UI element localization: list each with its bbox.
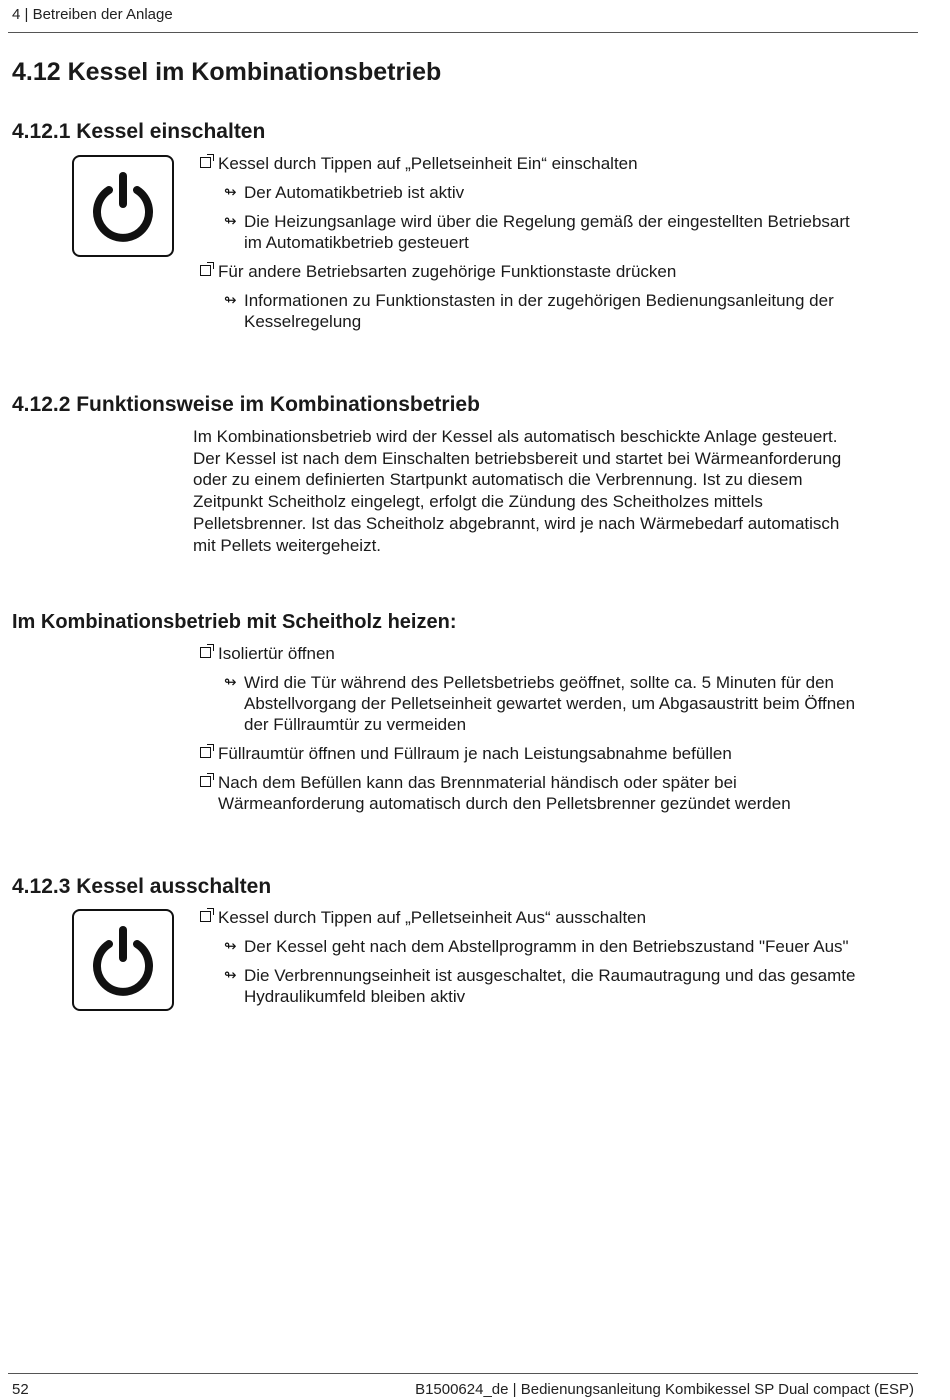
power-icon: [87, 170, 159, 242]
document-reference: B1500624_de | Bedienungsanleitung Kombikessel SP Dual compact (ESP): [415, 1381, 914, 1398]
step-text: Für andere Betriebsarten zugehörige Funktionstaste drücken: [218, 262, 677, 281]
checkbox-icon: [200, 647, 211, 658]
power-button-tile: [72, 909, 174, 1011]
result-item: [198, 182, 918, 203]
result-text: Der Automatikbetrieb ist aktiv: [244, 183, 465, 202]
scheitholz-heading: Im Kombinationsbetrieb mit Scheitholz heizen:: [12, 611, 457, 633]
result-item: [198, 672, 918, 735]
result-text: Abstellvorgang der Pelletseinheit gewartet werden, um Abgasaustritt beim Öffnen: [244, 694, 856, 713]
checkbox-icon: [200, 747, 211, 758]
result-text: Hydraulikumfeld bleiben aktiv: [244, 987, 466, 1006]
paragraph-line: oder zu einem definierten Startpunkt automatisch die Verbrennung. Ist zu diesem: [193, 470, 803, 490]
result-item: [198, 965, 918, 1007]
result-arrow-icon: ↬: [224, 967, 237, 984]
step-text: Kessel durch Tippen auf „Pelletseinheit Ein“ einschalten: [218, 154, 638, 173]
result-text: der Füllraumtür zu vermeiden: [244, 715, 467, 734]
subsection-title-ausschalten: 4.12.3 Kessel ausschalten: [12, 875, 272, 898]
paragraph-line: mit Pellets weitergeheizt.: [193, 535, 382, 555]
checkbox-icon: [200, 911, 211, 922]
result-item: [198, 936, 918, 957]
step-item: [198, 772, 918, 814]
checkbox-icon: [200, 776, 211, 787]
checkbox-icon: [200, 157, 211, 168]
funktionsweise-paragraph: [193, 426, 903, 556]
subsection-title-einschalten: 4.12.1 Kessel einschalten: [12, 120, 266, 143]
subsection-title-funktionsweise: 4.12.2 Funktionsweise im Kombinationsbetrieb: [12, 393, 480, 416]
footer-divider: [8, 1373, 918, 1374]
result-item: [198, 290, 918, 332]
step-text: Isoliertür öffnen: [218, 644, 335, 663]
section-title: 4.12 Kessel im Kombinationsbetrieb: [12, 58, 442, 86]
step-text: Wärmeanforderung automatisch durch den Pelletsbrenner gezündet werden: [218, 794, 791, 813]
paragraph-line: Der Kessel ist nach dem Einschalten betriebsbereit und startet bei Wärmeanforderung: [193, 448, 842, 468]
result-text: Die Verbrennungseinheit ist ausgeschaltet, die Raumautragung und das gesamte: [244, 966, 856, 985]
step-item: [198, 643, 918, 664]
result-arrow-icon: ↬: [224, 184, 237, 201]
einschalten-steps: [198, 153, 918, 340]
paragraph-line: Zeitpunkt Scheitholz eingelegt, erfolgt die Zündung des Scheitholzes mittels: [193, 492, 763, 512]
step-item: [198, 907, 918, 928]
result-text: Wird die Tür während des Pelletsbetriebs geöffnet, sollte ca. 5 Minuten für den: [244, 673, 834, 692]
result-text: Informationen zu Funktionstasten in der zugehörigen Bedienungsanleitung der: [244, 291, 834, 310]
power-button-tile: [72, 155, 174, 257]
result-arrow-icon: ↬: [224, 674, 237, 691]
paragraph-line: Im Kombinationsbetrieb wird der Kessel als automatisch beschickte Anlage gesteuert.: [193, 427, 838, 446]
page-number: 52: [12, 1381, 29, 1398]
result-arrow-icon: ↬: [224, 213, 237, 230]
result-text: im Automatikbetrieb gesteuert: [244, 233, 469, 252]
ausschalten-steps: [198, 907, 918, 1015]
step-text: Kessel durch Tippen auf „Pelletseinheit Aus“ ausschalten: [218, 908, 647, 927]
result-item: [198, 211, 918, 253]
header-divider: [8, 32, 918, 33]
checkbox-icon: [200, 265, 211, 276]
step-item: [198, 153, 918, 174]
result-arrow-icon: ↬: [224, 938, 237, 955]
power-icon: [87, 924, 159, 996]
result-text: Die Heizungsanlage wird über die Regelung gemäß der eingestellten Betriebsart: [244, 212, 850, 231]
paragraph-line: Pelletsbrenner. Ist das Scheitholz abgebrannt, wird je nach Wärmebedarf automatisch: [193, 513, 840, 533]
step-item: [198, 261, 918, 282]
step-item: [198, 743, 918, 764]
step-text: Füllraumtür öffnen und Füllraum je nach Leistungsabnahme befüllen: [218, 744, 732, 763]
step-text: Nach dem Befüllen kann das Brennmaterial händisch oder später bei: [218, 773, 737, 792]
running-title: 4 | Betreiben der Anlage: [12, 6, 173, 23]
result-text: Kesselregelung: [244, 312, 362, 331]
scheitholz-steps: [198, 643, 918, 822]
result-arrow-icon: ↬: [224, 292, 237, 309]
result-text: Der Kessel geht nach dem Abstellprogramm in den Betriebszustand "Feuer Aus": [244, 937, 849, 956]
